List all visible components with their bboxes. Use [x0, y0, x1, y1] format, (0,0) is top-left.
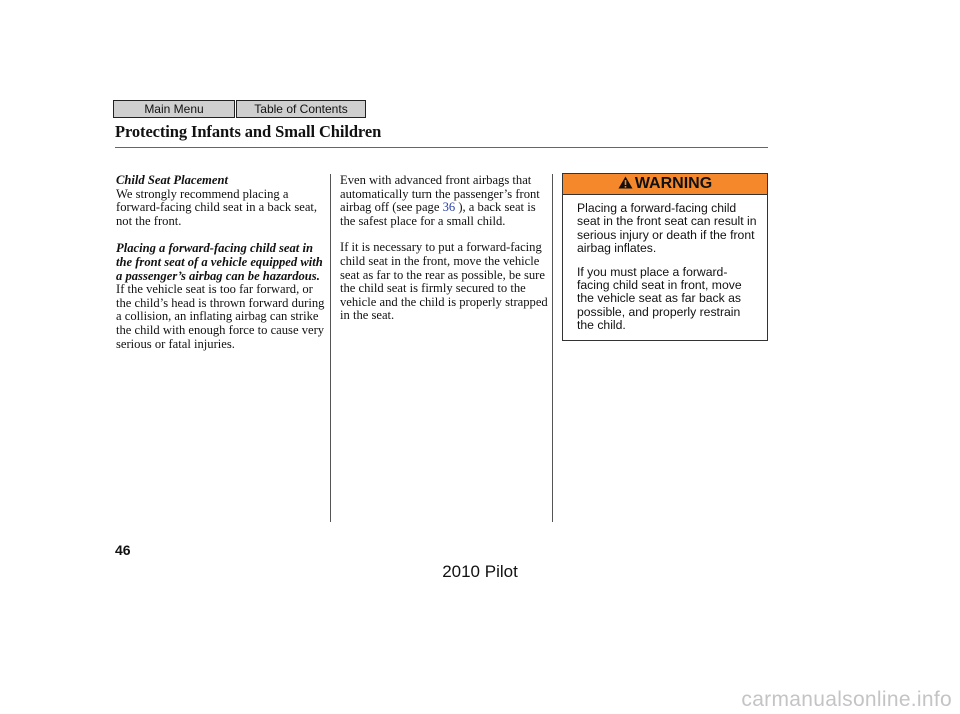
footer-model-label: 2010 Pilot [442, 562, 518, 581]
warning-box [562, 173, 768, 341]
title-divider [115, 147, 768, 148]
hazard-body: If the vehicle seat is too far forward, or the child’s head is thrown forward during a collision, an inflating airbag can strike the child with enough force to cause very serious or fatal injuries. [116, 282, 325, 351]
main-menu-button[interactable]: Main Menu [113, 100, 235, 118]
warning-triangle-icon [618, 175, 633, 195]
warning-label: WARNING [634, 175, 713, 192]
airbag-text-end: ), a back seat is the safest place for a small child. [340, 200, 536, 228]
section-heading: Child Seat Placement [116, 173, 228, 187]
airbag-paragraph [340, 174, 548, 228]
front-seat-paragraph: If it is necessary to put a forward-facing child seat in the front, move the vehicle seat as far to the rear as possible, be sure the child seat is firmly secured to the vehicle and the child is properly strapped in the seat. [340, 240, 548, 323]
warning-paragraph-2: If you must place a forward-facing child seat in front, move the vehicle seat as far back as possible, and properly restrain the child. [577, 264, 742, 333]
warning-body [563, 195, 767, 333]
page-number: 46 [115, 542, 131, 558]
intro-paragraph: We strongly recommend placing a forward-facing child seat in a back seat, not the front. [116, 186, 318, 228]
table-of-contents-button[interactable]: Table of Contents [236, 100, 366, 118]
left-column [116, 174, 326, 351]
column-divider-left [330, 174, 331, 522]
warning-header [563, 174, 767, 195]
hazard-paragraph [116, 242, 326, 351]
airbag-text-start: Even with advanced front airbags that automatically turn the passenger’s front airbag off (see page [340, 173, 540, 215]
page-reference-link[interactable]: 36 [442, 200, 456, 215]
middle-column [340, 174, 548, 323]
page-title: Protecting Infants and Small Children [115, 122, 382, 141]
watermark: carmanualsonline.info [741, 688, 952, 711]
warning-paragraph-1: Placing a forward-facing child seat in the front seat can result in serious injury or death if the front airbag inflates. [577, 201, 757, 256]
column-divider-right [552, 174, 553, 522]
hazard-lead: Placing a forward-facing child seat in the front seat of a vehicle equipped with a passenger’s airbag can be hazardous. [116, 241, 323, 283]
